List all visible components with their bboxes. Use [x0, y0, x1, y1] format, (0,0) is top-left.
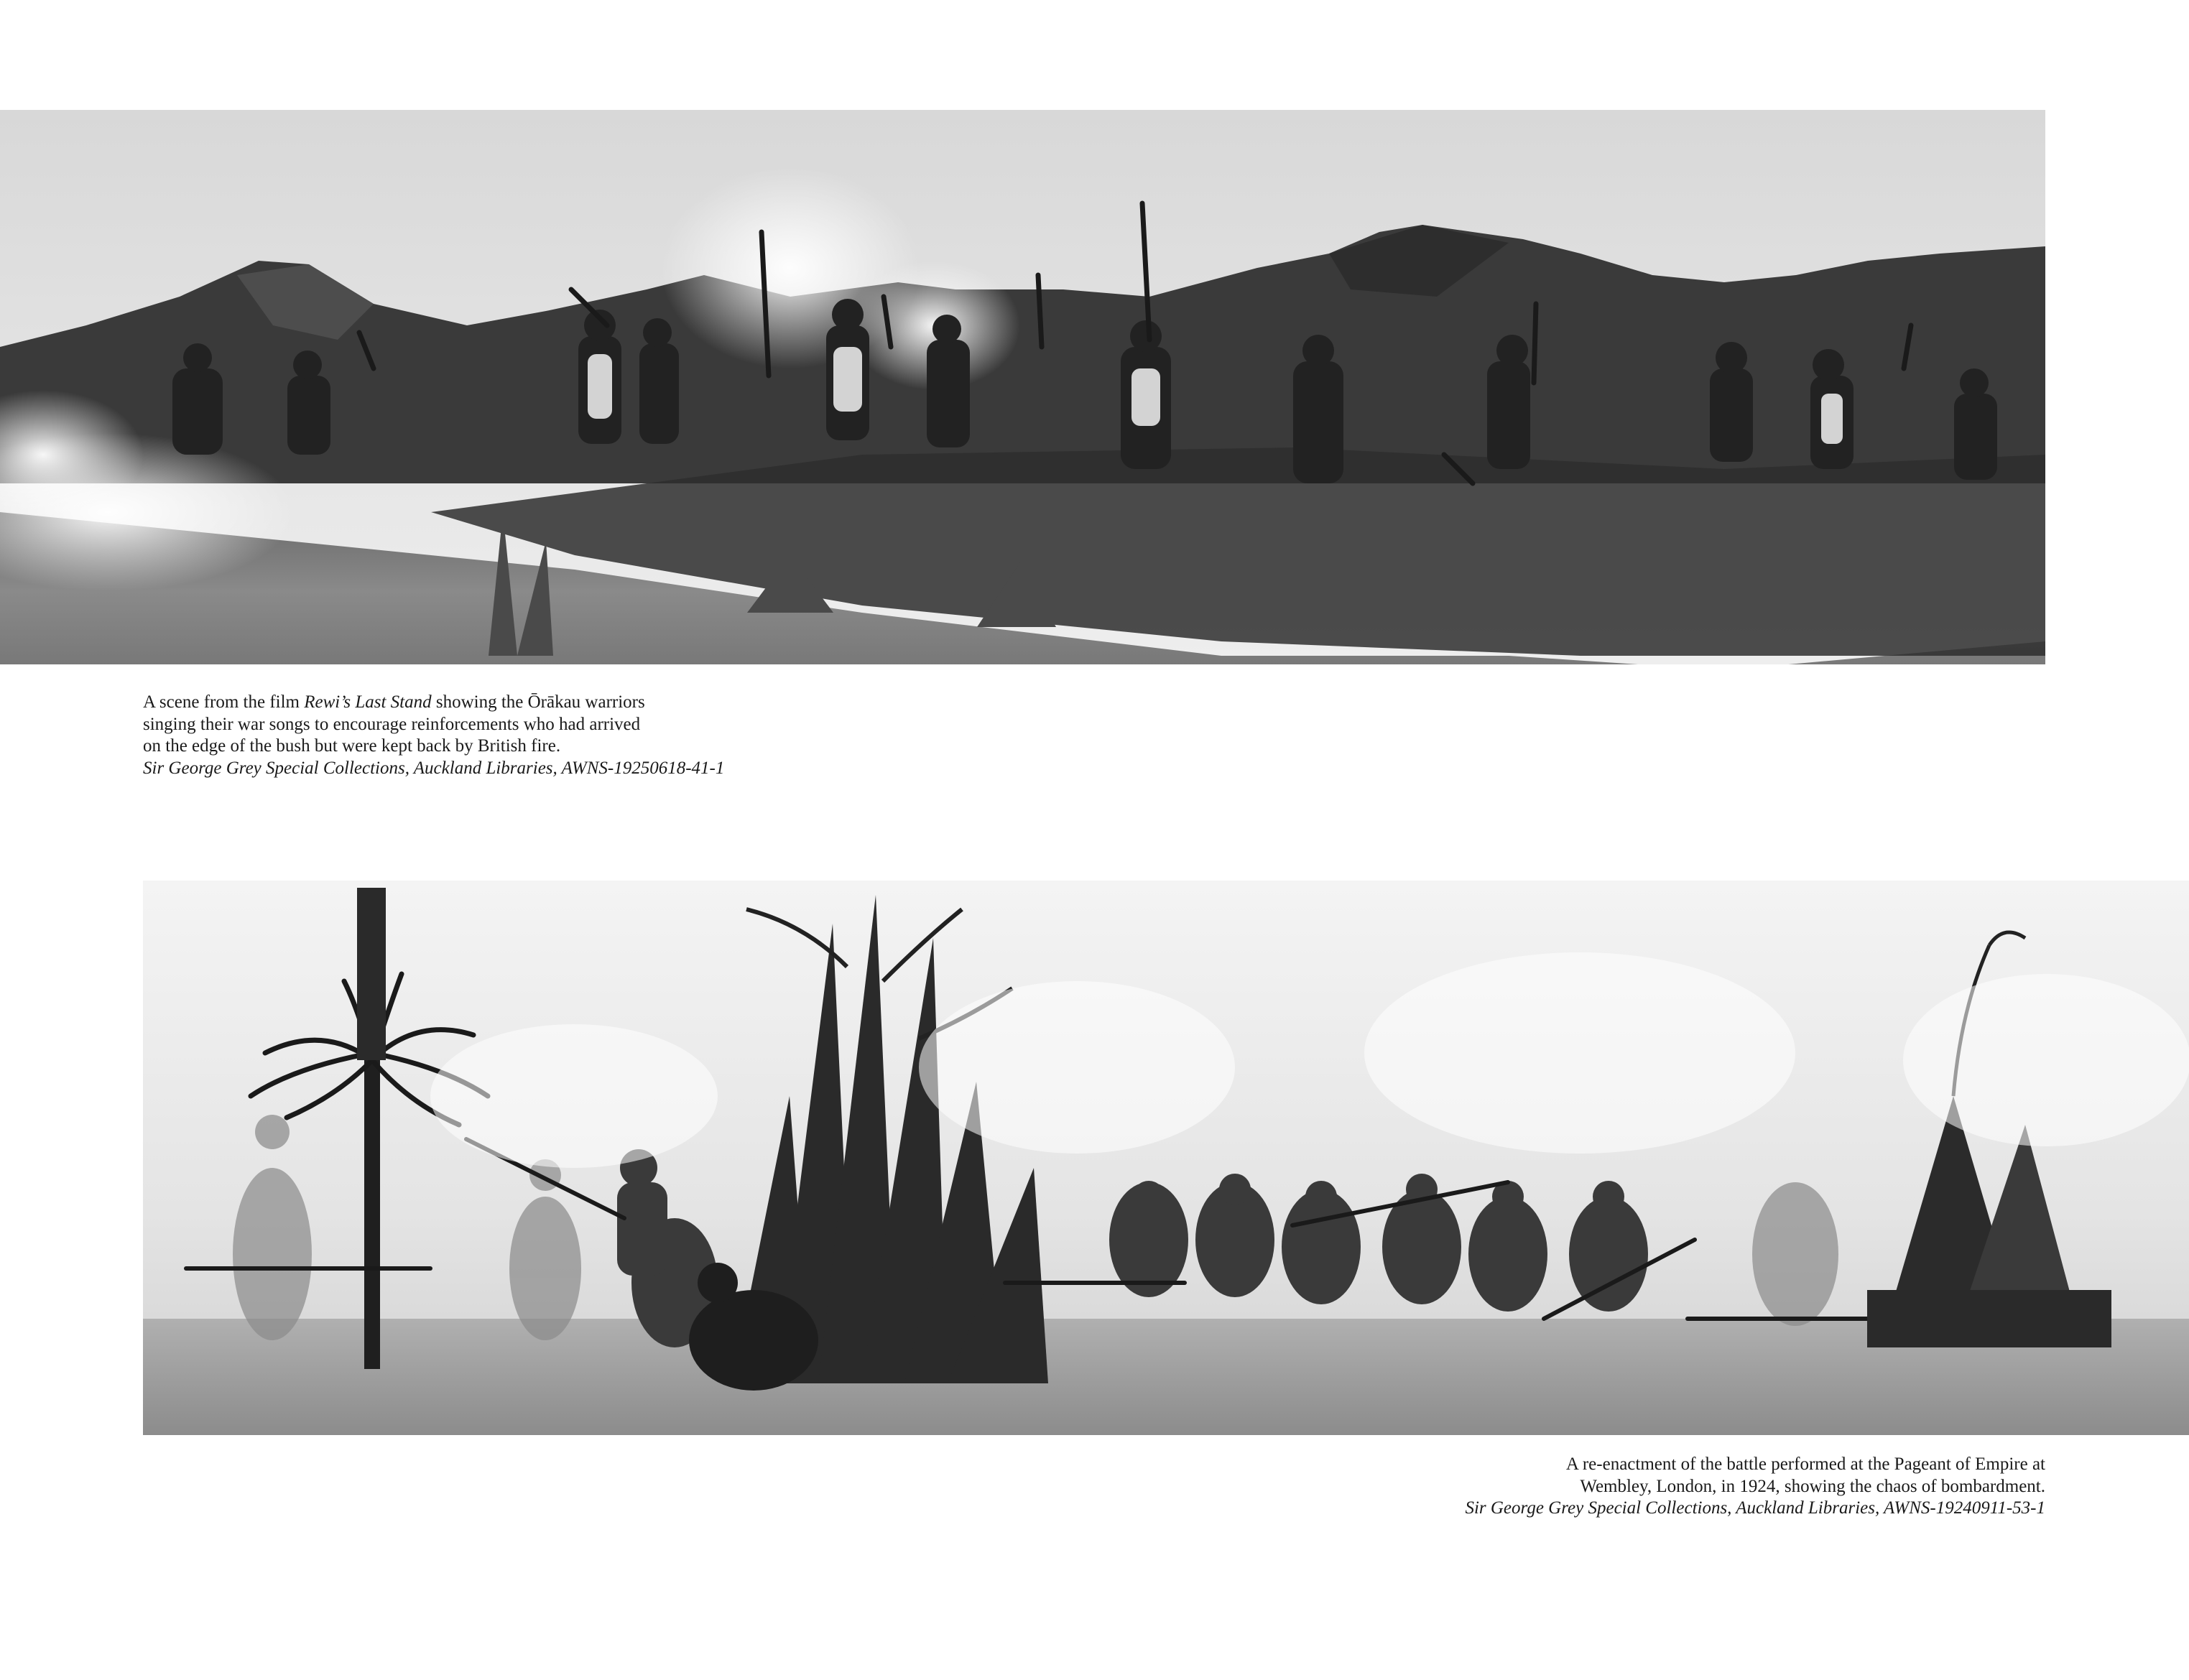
film-still-illustration — [0, 110, 2045, 664]
film-title: Rewi’s Last Stand — [304, 692, 432, 712]
caption-line — [143, 692, 724, 714]
pageant-caption — [1465, 1454, 2045, 1520]
caption-line: A re-enactment of the battle performed at the Pageant of Empire at — [1565, 1454, 2045, 1474]
caption-line: singing their war songs to encourage reinforcements who had arrived — [143, 714, 641, 734]
pageant-illustration — [143, 881, 2189, 1435]
caption-text: A scene from the film — [143, 692, 305, 712]
caption-text: showing the Ōrākau warriors — [431, 692, 645, 712]
film-still-photo — [0, 110, 2045, 664]
caption-line: Wembley, London, in 1924, showing the chaos of bombardment. — [1580, 1476, 2045, 1496]
caption-line: on the edge of the bush but were kept back by British fire. — [143, 736, 561, 756]
film-still-caption — [143, 692, 724, 779]
photo-credit: Sir George Grey Special Collections, Auckland Libraries, AWNS-19250618-41-1 — [143, 758, 725, 778]
pageant-reenactment-photo — [143, 881, 2189, 1435]
photo-credit: Sir George Grey Special Collections, Auckland Libraries, AWNS-19240911-53-1 — [1465, 1498, 2045, 1518]
